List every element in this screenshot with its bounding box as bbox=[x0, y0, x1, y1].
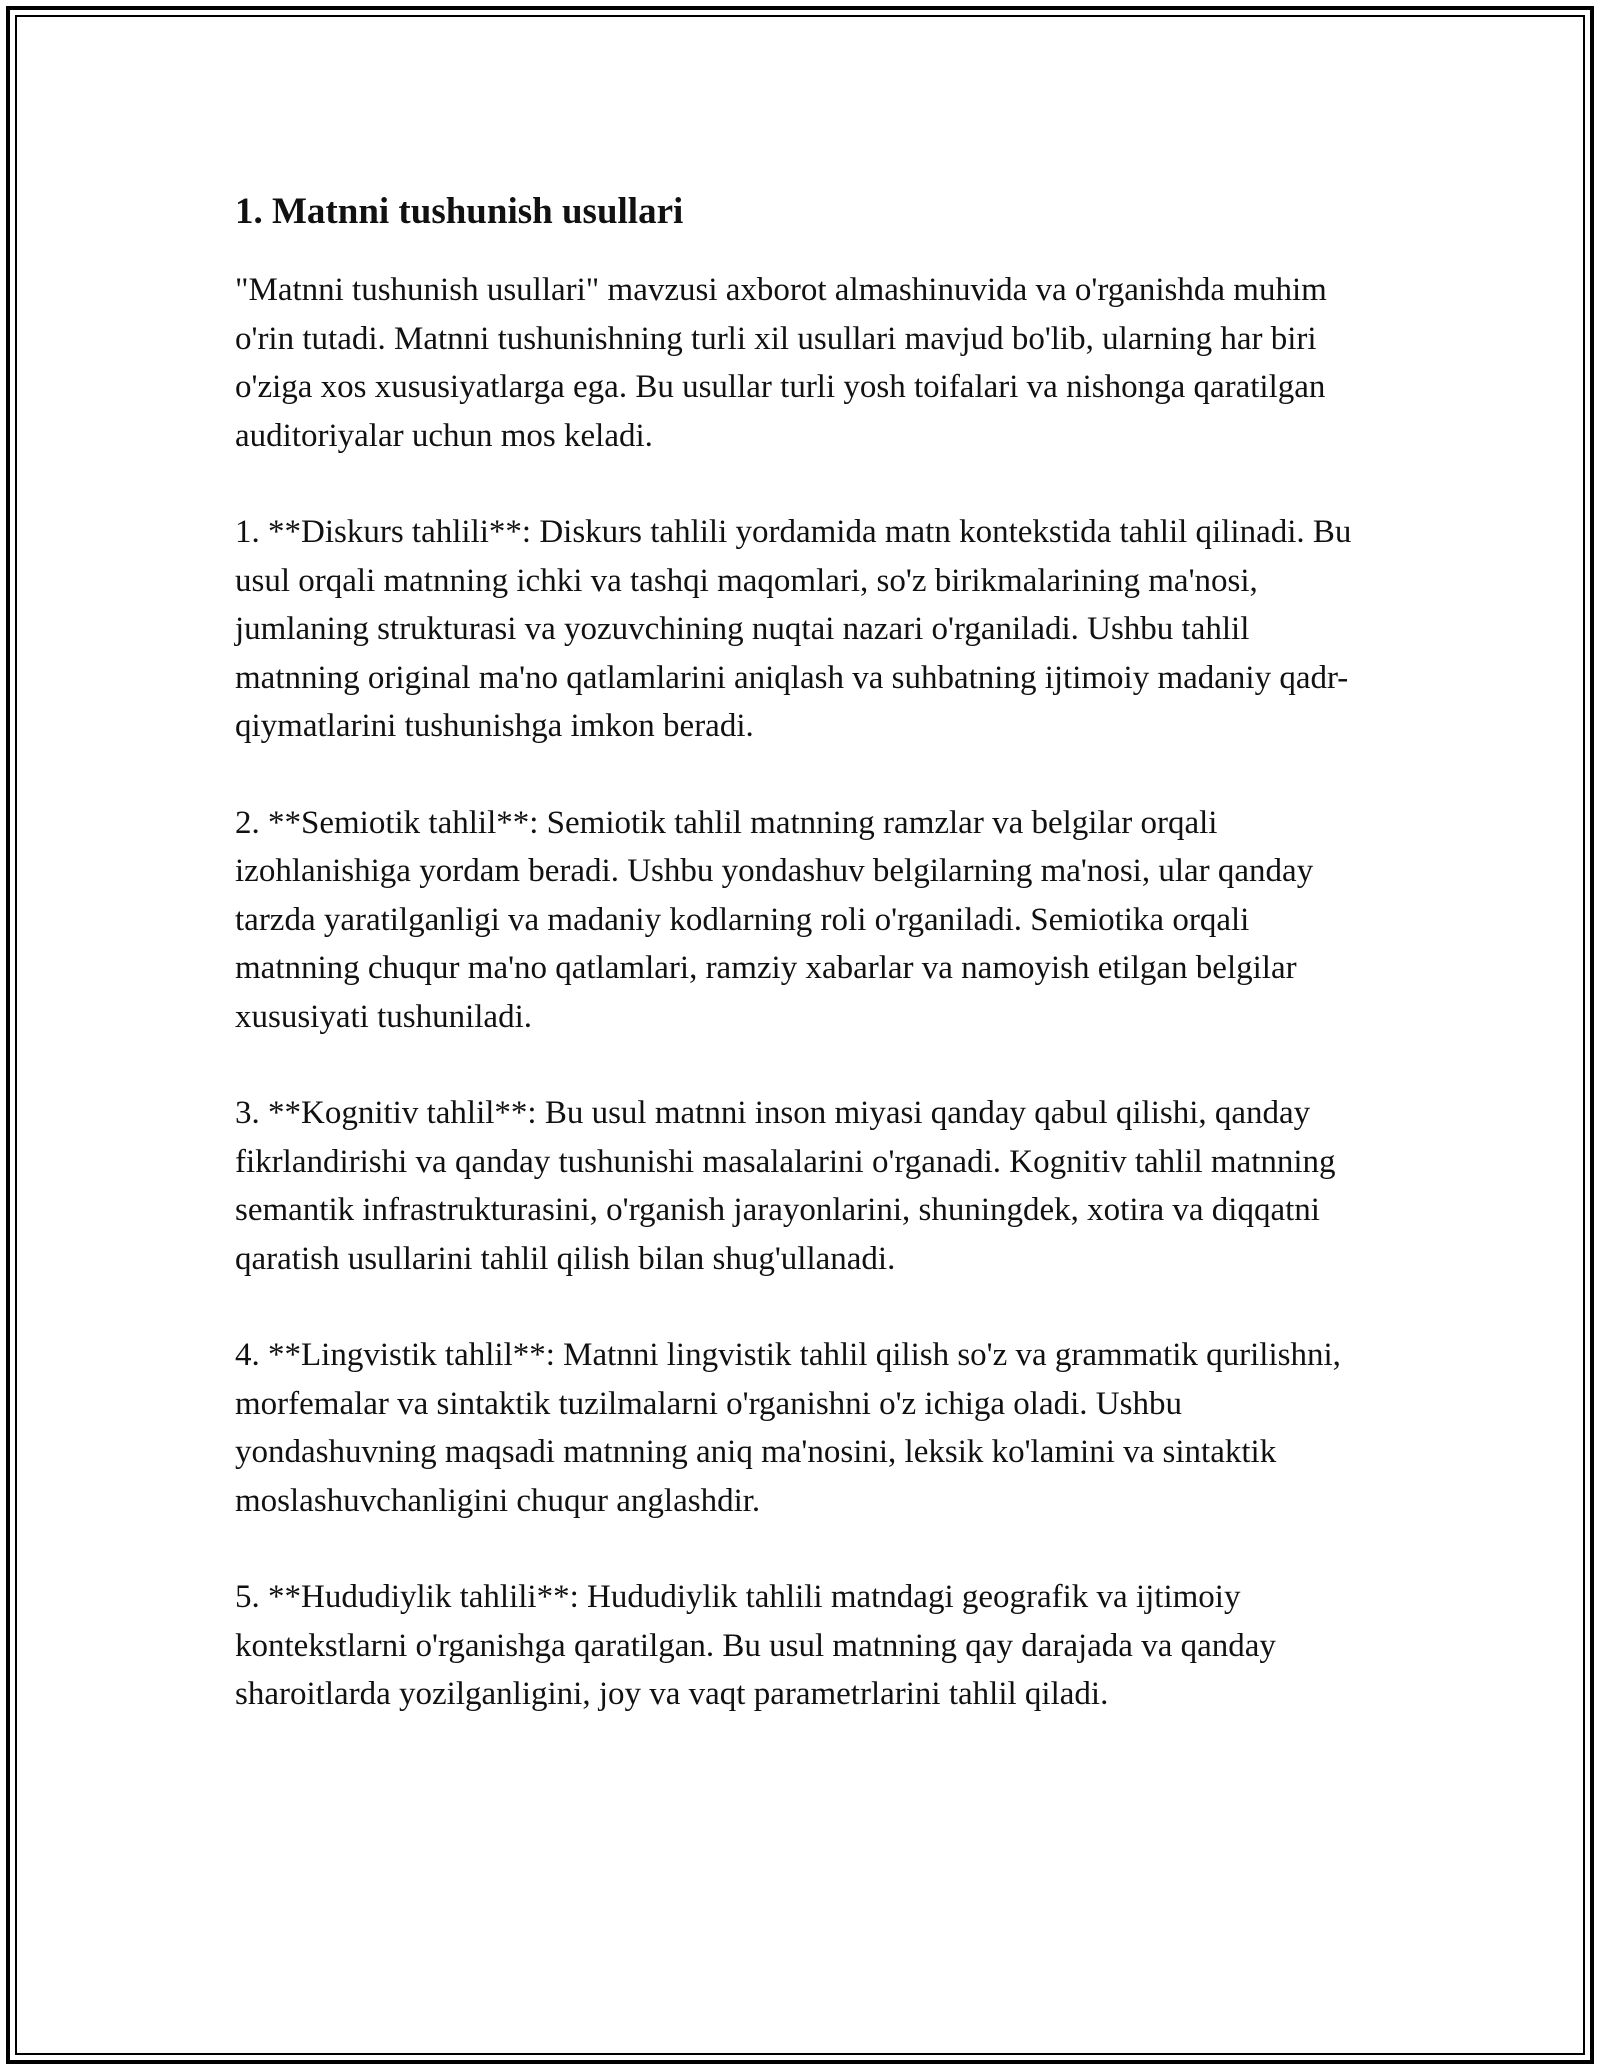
intro-paragraph: "Matnni tushunish usullari" mavzusi axborot almashinuvida va o'rganishda muhim o'rin tutadi. Matnni tushunishning turli xil usullari mavjud bo'lib, ularning har biri o'ziga xos xususiyatlarga ega. Bu usullar turli yosh toifalari va nishonga qaratilgan auditoriyalar uchun mos keladi. bbox=[235, 272, 1327, 454]
paragraph-kognitiv-tahlil: 3. **Kognitiv tahlil**: Bu usul matnni inson miyasi qanday qabul qilishi, qanday fikrlandirishi va qanday tushunishi masalalarini o'rganadi. Kognitiv tahlil matnning semantik infrastrukturasini, o'rganish jarayonlarini, shuningdek, xotira va diqqatni qaratish usullarini tahlil qilish bilan shug'ullanadi. bbox=[235, 1095, 1336, 1277]
paragraph-semiotik-tahlil: 2. **Semiotik tahlil**: Semiotik tahlil matnning ramzlar va belgilar orqali izohlanishiga yordam beradi. Ushbu yondashuv belgilarning ma'nosi, ular qanday tarzda yaratilganligi va madaniy kodlarning roli o'rganiladi. Semiotika orqali matnning chuqur ma'no qatlamlari, ramziy xabarlar va namoyish etilgan belgilar xususiyati tushuniladi. bbox=[235, 804, 1314, 1035]
paragraph-hududiylik-tahlili: 5. **Hududiylik tahlili**: Hududiylik tahlili matndagi geografik va ijtimoiy kontekstlarni o'rganishga qaratilgan. Bu usul matnning qay darajada va qanday sharoitlarda yozilganligini, joy va vaqt parametrlarini tahlil qiladi. bbox=[235, 1579, 1276, 1712]
page-title: 1. Matnni tushunish usullari bbox=[235, 191, 684, 232]
paragraph-diskurs-tahlili: 1. **Diskurs tahlili**: Diskurs tahlili yordamida matn kontekstida tahlil qilinadi. Bu usul orqali matnning ichki va tashqi maqomlari, so'z birikmalarining ma'nosi, jumlaning strukturasi va yozuvchining nuqtai nazari o'rganiladi. Ushbu tahlil matnning original ma'no qatlamlarini aniqlash va suhbatning ijtimoiy madaniy qadr-qiymatlarini tushunishga imkon beradi. bbox=[235, 514, 1352, 744]
paragraph-lingvistik-tahlil: 4. **Lingvistik tahlil**: Matnni lingvistik tahlil qilish so'z va grammatik qurilishni, morfemalar va sintaktik tuzilmalarni o'rganishni o'z ichiga oladi. Ushbu yondashuvning maqsadi matnning aniq ma'nosini, leksik ko'lamini va sintaktik moslashuvchanligini chuqur anglashdir. bbox=[235, 1337, 1341, 1519]
document-body bbox=[235, 188, 1375, 1767]
